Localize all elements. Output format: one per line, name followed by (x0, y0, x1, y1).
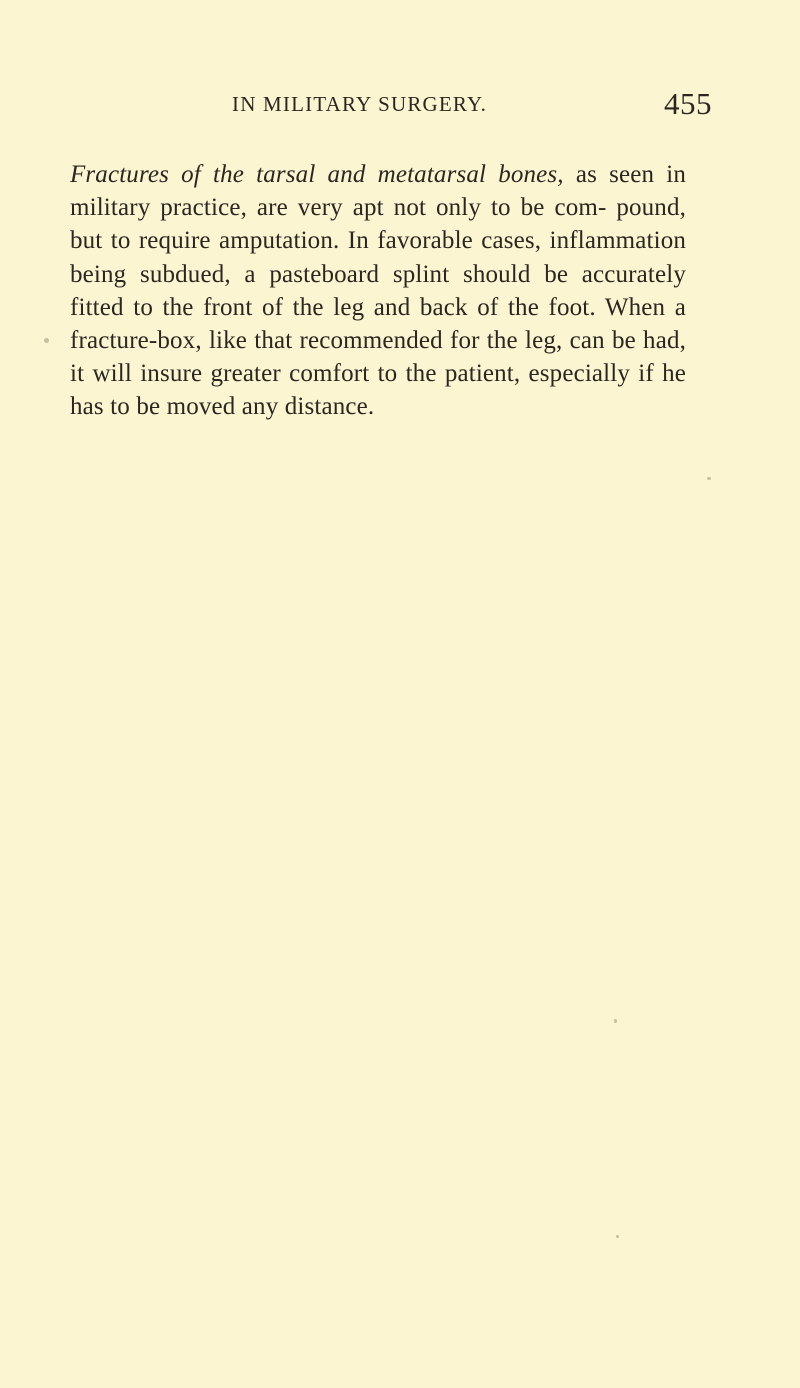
paper-speck (616, 1235, 619, 1238)
italic-lead-phrase: Fractures of the tarsal and metatarsal bones, (70, 161, 564, 188)
paper-speck (44, 338, 49, 343)
paper-speck (707, 477, 711, 480)
paragraph-text: as seen in military practice, are very apt not only to be com- pound, but to require amputation. In favorable cases, inflammation being subdued, a pasteboard splint should be accurately fitted to the front of the leg and back of the foot. When a fracture-box, like that recommended for the leg, can be had, it will insure greater comfort to the patient, especially if he has to be moved any distance. (70, 161, 687, 421)
paper-speck (614, 1019, 617, 1023)
body-paragraph (70, 158, 686, 424)
running-title: IN MILITARY SURGERY. (232, 92, 488, 116)
running-head (232, 88, 712, 128)
page-number: 455 (664, 86, 712, 121)
